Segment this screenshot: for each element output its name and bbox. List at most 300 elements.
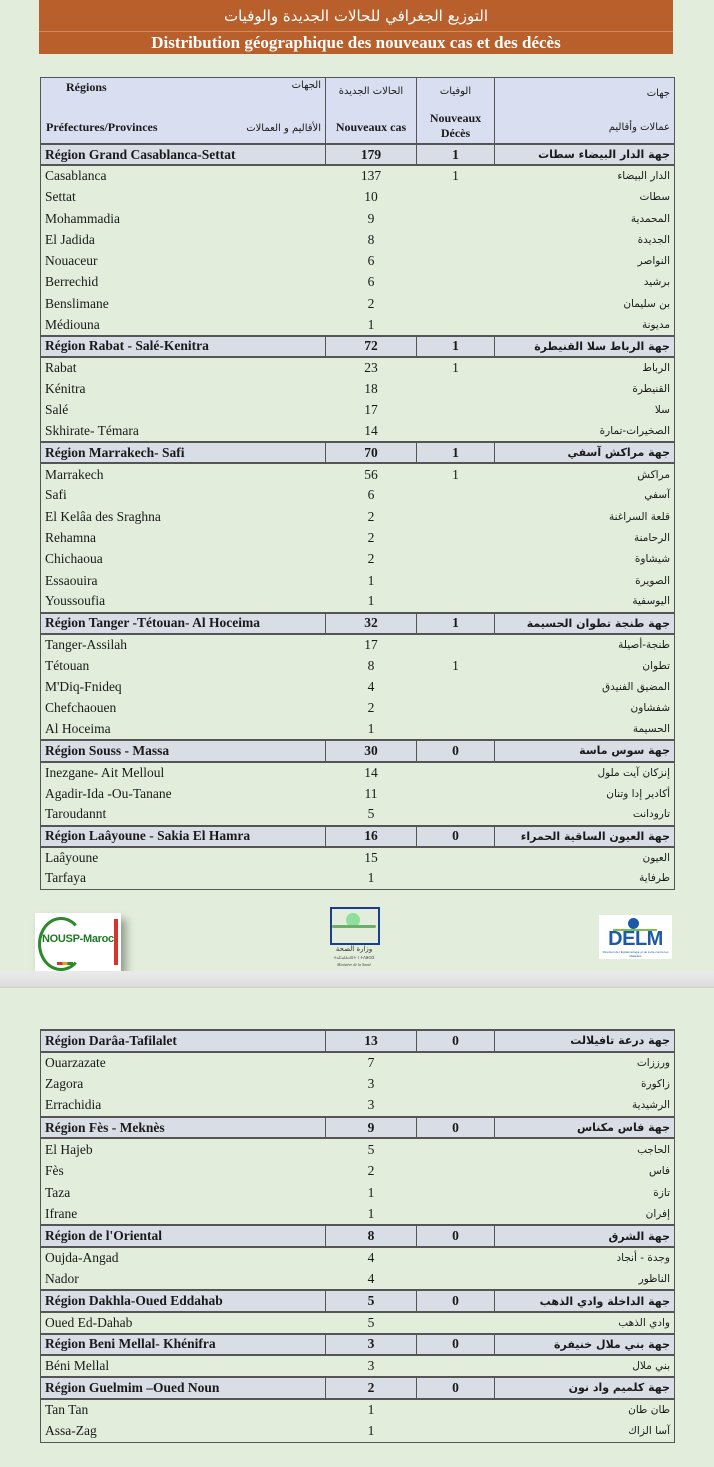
province-name-fr: Casablanca — [45, 168, 107, 184]
province-row — [41, 1052, 675, 1074]
province-name-fr: Tarfaya — [45, 870, 87, 886]
region-name-fr: Région Beni Mellal- Khénifra — [41, 1334, 326, 1356]
region-row — [41, 1290, 675, 1312]
region-row — [41, 1030, 675, 1052]
province-name-ar: المضيق الفنيدق — [495, 676, 675, 697]
province-name-fr: El Jadida — [45, 231, 95, 247]
distribution-table-page-1 — [40, 77, 675, 890]
province-row — [41, 208, 675, 229]
province-new-deaths: 1 — [452, 168, 459, 184]
province-new-cases: 1 — [367, 316, 375, 332]
region-row — [41, 1225, 675, 1247]
province-new-cases: 4 — [367, 1270, 375, 1286]
region-new-cases: 8 — [326, 1225, 417, 1247]
province-new-cases: 3 — [367, 1097, 375, 1113]
province-new-cases: 17 — [364, 636, 378, 652]
province-new-cases: 6 — [367, 274, 375, 290]
province-row — [41, 485, 675, 506]
header-regions-fr: Régions — [66, 80, 107, 94]
region-new-deaths: 0 — [417, 826, 495, 847]
province-new-deaths — [417, 804, 495, 825]
province-row — [41, 804, 675, 825]
province-new-deaths — [417, 400, 495, 421]
page-break-divider — [0, 971, 714, 988]
province-row — [41, 250, 675, 271]
province-row — [41, 783, 675, 804]
region-name-ar: جهة فاس مكناس — [495, 1117, 675, 1139]
province-new-cases: 2 — [367, 551, 375, 567]
province-name-fr: Ouarzazate — [45, 1055, 106, 1071]
region-name-fr: Région Dakhla-Oued Eddahab — [41, 1290, 326, 1312]
region-name-ar: جهة الرباط سلا القنيطرة — [495, 336, 675, 357]
province-name-ar: المحمدية — [495, 208, 675, 229]
ministry-logo-french: Ministère de la Santé — [337, 962, 371, 967]
province-name-fr: Rabat — [45, 360, 77, 376]
province-name-ar: برشيد — [495, 272, 675, 293]
province-name-ar: مراكش — [495, 463, 675, 484]
region-new-cases: 3 — [326, 1334, 417, 1356]
province-new-deaths — [417, 1269, 495, 1291]
province-name-ar: النواصر — [495, 250, 675, 271]
province-name-fr: Benslimane — [45, 295, 109, 311]
province-new-cases: 2 — [367, 508, 375, 524]
region-name-fr: Région Guelmim –Oued Noun — [41, 1377, 326, 1399]
province-row — [41, 463, 675, 484]
province-name-fr: El Hajeb — [45, 1141, 93, 1157]
province-name-ar: طنجة-أصيلة — [495, 634, 675, 655]
province-name-fr: Inezgane- Ait Melloul — [45, 764, 165, 780]
province-new-deaths — [417, 506, 495, 527]
region-name-ar: جهة الداخلة وادي الذهب — [495, 1290, 675, 1312]
region-row — [41, 1334, 675, 1356]
province-new-deaths — [417, 1073, 495, 1095]
header-new-cases — [326, 78, 417, 145]
delm-logo-text: DELM — [608, 928, 663, 950]
province-name-ar: إفران — [495, 1204, 675, 1226]
province-new-deaths — [417, 378, 495, 399]
region-name-ar: جهة الشرق — [495, 1225, 675, 1247]
ministry-logo-tifinagh: ⵜⴰⵎⴰⵡⴰⵙⵜ ⵏ ⵜⴷⵓⵙⵉ — [333, 955, 375, 960]
province-name-fr: Agadir-Ida -Ou-Tanane — [45, 785, 172, 801]
province-name-fr: El Kelâa des Sraghna — [45, 508, 161, 524]
province-name-ar: اليوسفية — [495, 591, 675, 612]
province-name-fr: Tan Tan — [45, 1402, 89, 1418]
province-row — [41, 357, 675, 378]
region-name-fr: Région Laâyoune - Sakia El Hamra — [41, 826, 326, 847]
region-new-cases: 13 — [326, 1030, 417, 1052]
province-name-ar: طان طان — [495, 1399, 675, 1421]
province-name-ar: طرفاية — [495, 868, 675, 889]
province-new-deaths — [417, 208, 495, 229]
province-name-fr: Errachidia — [45, 1097, 102, 1113]
delm-logo-subtitle: Direction de l'Epidémiologie et de Lutte contre les Maladies — [602, 950, 669, 958]
province-new-deaths — [417, 570, 495, 591]
province-new-deaths — [417, 1138, 495, 1160]
province-new-cases: 56 — [364, 466, 378, 482]
province-name-ar: تارودانت — [495, 804, 675, 825]
province-name-ar: إنزكان آيت ملول — [495, 762, 675, 783]
nousp-logo-text: NOUSP-Maroc — [42, 933, 114, 945]
province-name-ar: تازة — [495, 1182, 675, 1204]
province-row — [41, 549, 675, 570]
province-row — [41, 378, 675, 399]
province-name-ar: بن سليمان — [495, 293, 675, 314]
region-name-ar: جهة مراكش آسفي — [495, 442, 675, 463]
province-new-cases: 2 — [367, 529, 375, 545]
province-new-cases: 1 — [367, 1402, 375, 1418]
province-name-fr: Nouaceur — [45, 253, 98, 269]
province-new-cases: 1 — [367, 593, 375, 609]
province-name-ar: الحسيمة — [495, 719, 675, 740]
province-name-fr: Médiouna — [45, 316, 100, 332]
header-provinces-ar-right: عمالات وأقاليم — [608, 122, 670, 133]
province-row — [41, 1182, 675, 1204]
region-name-fr: Région Grand Casablanca-Settat — [41, 144, 326, 165]
province-row — [41, 506, 675, 527]
province-name-ar: الحاجب — [495, 1138, 675, 1160]
province-row — [41, 634, 675, 655]
province-row — [41, 314, 675, 335]
region-name-ar: جهة العيون الساقية الحمراء — [495, 826, 675, 847]
header-deaths-fr: Nouveaux Décès — [429, 111, 482, 140]
province-name-ar: الرشيدية — [495, 1095, 675, 1117]
region-name-fr: Région de l'Oriental — [41, 1225, 326, 1247]
province-row — [41, 719, 675, 740]
region-name-fr: Région Tanger -Tétouan- Al Hoceima — [41, 613, 326, 634]
province-row — [41, 421, 675, 442]
province-new-deaths: 1 — [452, 466, 459, 482]
province-new-deaths — [417, 634, 495, 655]
header-regions-provinces — [41, 78, 326, 145]
province-new-deaths — [417, 676, 495, 697]
province-name-fr: Zagora — [45, 1076, 84, 1092]
region-name-ar: جهة درعة تافيلالت — [495, 1030, 675, 1052]
province-name-ar: آسا الزاك — [495, 1420, 675, 1442]
province-new-deaths — [417, 783, 495, 804]
province-new-cases: 5 — [367, 806, 375, 822]
region-new-deaths: 0 — [417, 1117, 495, 1139]
province-name-ar: ورززات — [495, 1052, 675, 1074]
province-name-fr: Oued Ed-Dahab — [45, 1314, 133, 1330]
province-row — [41, 1073, 675, 1095]
province-name-fr: Mohammadia — [45, 210, 120, 226]
region-new-deaths: 1 — [417, 336, 495, 357]
province-name-ar: قلعة السراغنة — [495, 506, 675, 527]
region-row — [41, 740, 675, 761]
province-new-cases: 137 — [360, 168, 382, 184]
province-name-ar: أكادير إدا وتنان — [495, 783, 675, 804]
title-banner — [39, 0, 673, 54]
province-row — [41, 1312, 675, 1334]
province-name-fr: Skhirate- Témara — [45, 423, 139, 438]
province-new-deaths — [417, 1399, 495, 1421]
province-new-cases: 3 — [367, 1076, 375, 1092]
delm-logo — [599, 915, 672, 959]
province-name-ar: القنيطرة — [495, 378, 675, 399]
province-row — [41, 591, 675, 612]
ministry-logo-arabic: وزارة الصحة — [335, 945, 373, 953]
province-new-cases: 18 — [364, 380, 378, 396]
logos-footer — [0, 905, 714, 971]
province-name-ar: شيشاوة — [495, 549, 675, 570]
province-row — [41, 1247, 675, 1269]
province-row — [41, 676, 675, 697]
province-new-cases: 9 — [367, 210, 375, 226]
province-name-ar: فاس — [495, 1160, 675, 1182]
province-name-fr: Settat — [45, 189, 76, 205]
header-arabic-names — [495, 78, 675, 145]
header-deaths-ar: الوفيات — [439, 86, 472, 97]
province-new-deaths — [417, 314, 495, 335]
province-new-cases: 11 — [364, 785, 378, 801]
province-row — [41, 272, 675, 293]
province-row — [41, 698, 675, 719]
province-new-cases: 15 — [364, 849, 378, 865]
province-new-cases: 1 — [367, 721, 375, 737]
region-row — [41, 613, 675, 634]
province-new-deaths — [417, 549, 495, 570]
province-new-deaths: 1 — [452, 657, 459, 673]
province-new-cases: 23 — [364, 360, 378, 376]
province-row — [41, 1399, 675, 1421]
region-name-fr: Région Rabat - Salé-Kenitra — [41, 336, 326, 357]
province-new-cases: 1 — [367, 572, 375, 588]
province-name-fr: Kénitra — [45, 380, 86, 396]
province-name-ar: آسفي — [495, 485, 675, 506]
province-row — [41, 570, 675, 591]
region-new-cases: 179 — [326, 144, 417, 165]
region-name-fr: Région Marrakech- Safi — [41, 442, 326, 463]
province-new-deaths — [417, 250, 495, 271]
region-new-deaths: 0 — [417, 1225, 495, 1247]
region-name-ar: جهة طنجة تطوان الحسيمة — [495, 613, 675, 634]
province-new-cases: 5 — [367, 1314, 375, 1330]
province-name-fr: Youssoufia — [45, 593, 106, 609]
region-new-deaths: 1 — [417, 442, 495, 463]
title-french: Distribution géographique des nouveaux cas et des décès — [151, 33, 561, 52]
region-new-cases: 2 — [326, 1377, 417, 1399]
province-name-fr: Safi — [45, 487, 67, 503]
region-name-ar: جهة سوس ماسة — [495, 740, 675, 761]
province-name-ar: سطات — [495, 187, 675, 208]
province-name-fr: Ifrane — [45, 1205, 78, 1221]
region-new-cases: 9 — [326, 1117, 417, 1139]
province-new-cases: 7 — [367, 1055, 375, 1071]
province-new-cases: 17 — [364, 402, 378, 418]
region-new-deaths: 0 — [417, 1377, 495, 1399]
province-row — [41, 165, 675, 186]
province-new-deaths — [417, 527, 495, 548]
province-new-cases: 6 — [367, 253, 375, 269]
region-row — [41, 826, 675, 847]
province-new-deaths — [417, 1355, 495, 1377]
province-new-cases: 2 — [367, 1162, 375, 1178]
region-new-cases: 30 — [326, 740, 417, 761]
province-new-deaths — [417, 698, 495, 719]
province-new-deaths — [417, 847, 495, 868]
province-name-ar: سلا — [495, 400, 675, 421]
province-new-deaths — [417, 229, 495, 250]
ministry-of-health-logo — [328, 907, 380, 971]
province-row — [41, 527, 675, 548]
region-new-deaths: 0 — [417, 1290, 495, 1312]
region-name-ar: جهة كلميم واد نون — [495, 1377, 675, 1399]
header-regions-ar-right: جهات — [646, 88, 670, 99]
distribution-table-page-2 — [40, 1029, 675, 1443]
province-row — [41, 1138, 675, 1160]
region-row — [41, 1117, 675, 1139]
province-name-ar: الدار البيضاء — [495, 165, 675, 186]
province-new-cases: 4 — [367, 1250, 375, 1266]
province-name-ar: بني ملال — [495, 1355, 675, 1377]
province-new-cases: 8 — [367, 231, 375, 247]
province-new-cases: 5 — [367, 1141, 375, 1157]
province-row — [41, 1204, 675, 1226]
province-name-fr: Béni Mellal — [45, 1358, 110, 1374]
region-name-fr: Région Darâa-Tafilalet — [41, 1030, 326, 1052]
province-new-cases: 2 — [367, 700, 375, 716]
region-new-deaths: 1 — [417, 144, 495, 165]
header-new-cases-fr: Nouveaux cas — [335, 120, 407, 134]
province-name-fr: Assa-Zag — [45, 1422, 97, 1438]
region-new-deaths: 0 — [417, 1030, 495, 1052]
province-name-fr: Fès — [45, 1162, 64, 1178]
province-new-cases: 14 — [364, 764, 378, 780]
table-header-row — [41, 78, 675, 145]
region-new-cases: 16 — [326, 826, 417, 847]
province-row — [41, 1095, 675, 1117]
region-row — [41, 1377, 675, 1399]
province-name-ar: شفشاون — [495, 698, 675, 719]
province-new-cases: 2 — [367, 295, 375, 311]
province-new-cases: 4 — [367, 679, 375, 695]
province-new-cases: 3 — [367, 1358, 375, 1374]
province-row — [41, 847, 675, 868]
province-name-fr: Oujda-Angad — [45, 1250, 119, 1266]
province-new-cases: 1 — [367, 1422, 375, 1438]
province-new-cases: 10 — [364, 189, 378, 205]
province-name-fr: Berrechid — [45, 274, 99, 290]
province-new-deaths — [417, 1095, 495, 1117]
province-row — [41, 229, 675, 250]
province-row — [41, 655, 675, 676]
province-name-fr: Nador — [45, 1270, 79, 1286]
province-row — [41, 1160, 675, 1182]
province-name-ar: زاكورة — [495, 1073, 675, 1095]
province-name-ar: وادي الذهب — [495, 1312, 675, 1334]
region-new-cases: 72 — [326, 336, 417, 357]
province-name-fr: Rehamna — [45, 529, 96, 545]
region-name-ar: جهة الدار البيضاء سطات — [495, 144, 675, 165]
province-row — [41, 868, 675, 889]
province-name-fr: Taroudannt — [45, 806, 107, 822]
province-new-cases: 8 — [367, 657, 375, 673]
province-name-fr: Marrakech — [45, 466, 104, 482]
province-new-deaths — [417, 1420, 495, 1442]
province-name-ar: الصخيرات-تمارة — [495, 421, 675, 442]
province-name-fr: Laâyoune — [45, 849, 99, 865]
province-new-deaths — [417, 293, 495, 314]
header-provinces-ar: الأقاليم و العمالات — [246, 123, 321, 134]
region-name-fr: Région Souss - Massa — [41, 740, 326, 761]
province-new-deaths — [417, 1052, 495, 1074]
province-new-deaths — [417, 1160, 495, 1182]
province-row — [41, 293, 675, 314]
province-new-deaths — [417, 1204, 495, 1226]
region-new-deaths: 0 — [417, 1334, 495, 1356]
province-name-fr: M'Diq-Fnideq — [45, 679, 122, 695]
province-name-fr: Salé — [45, 402, 69, 418]
header-deaths — [417, 78, 495, 145]
title-arabic: التوزيع الجغرافي للحالات الجديدة والوفيات — [39, 0, 673, 32]
province-name-ar: الرباط — [495, 357, 675, 378]
province-name-fr: Tanger-Assilah — [45, 636, 128, 652]
province-new-deaths — [417, 1312, 495, 1334]
nousp-maroc-logo — [35, 913, 121, 971]
province-new-deaths — [417, 1182, 495, 1204]
province-name-ar: مديونة — [495, 314, 675, 335]
province-new-cases: 6 — [367, 487, 375, 503]
region-row — [41, 144, 675, 165]
province-row — [41, 1269, 675, 1291]
header-provinces-fr: Préfectures/Provinces — [46, 120, 158, 134]
province-new-cases: 1 — [367, 870, 375, 886]
province-name-ar: الصويرة — [495, 570, 675, 591]
province-name-ar: الناظور — [495, 1269, 675, 1291]
region-row — [41, 442, 675, 463]
province-row — [41, 762, 675, 783]
province-name-fr: Essaouira — [45, 572, 98, 588]
province-new-deaths — [417, 591, 495, 612]
province-row — [41, 187, 675, 208]
region-row — [41, 336, 675, 357]
province-row — [41, 400, 675, 421]
province-name-ar: العيون — [495, 847, 675, 868]
province-new-cases: 14 — [364, 423, 378, 438]
province-new-deaths — [417, 868, 495, 889]
header-new-cases-ar: الحالات الجديدة — [338, 86, 404, 97]
province-new-deaths — [417, 421, 495, 442]
province-new-deaths — [417, 272, 495, 293]
province-row — [41, 1355, 675, 1377]
province-new-deaths — [417, 1247, 495, 1269]
province-name-ar: تطوان — [495, 655, 675, 676]
province-new-deaths — [417, 485, 495, 506]
region-new-cases: 32 — [326, 613, 417, 634]
header-regions-ar: الجهات — [291, 80, 321, 91]
region-name-ar: جهة بني ملال خنيفرة — [495, 1334, 675, 1356]
province-row — [41, 1420, 675, 1442]
province-name-fr: Chichaoua — [45, 551, 103, 567]
region-new-deaths: 0 — [417, 740, 495, 761]
region-name-fr: Région Fès - Meknès — [41, 1117, 326, 1139]
province-name-ar: الجديدة — [495, 229, 675, 250]
province-new-deaths — [417, 187, 495, 208]
province-name-fr: Chefchaouen — [45, 700, 117, 716]
province-name-ar: وجدة - أنجاد — [495, 1247, 675, 1269]
province-new-cases: 1 — [367, 1205, 375, 1221]
province-new-cases: 1 — [367, 1184, 375, 1200]
province-name-ar: الرحامنة — [495, 527, 675, 548]
region-new-cases: 70 — [326, 442, 417, 463]
region-new-cases: 5 — [326, 1290, 417, 1312]
province-new-deaths: 1 — [452, 360, 459, 376]
province-name-fr: Taza — [45, 1184, 71, 1200]
province-name-fr: Tétouan — [45, 657, 90, 673]
province-new-deaths — [417, 762, 495, 783]
region-new-deaths: 1 — [417, 613, 495, 634]
province-new-deaths — [417, 719, 495, 740]
